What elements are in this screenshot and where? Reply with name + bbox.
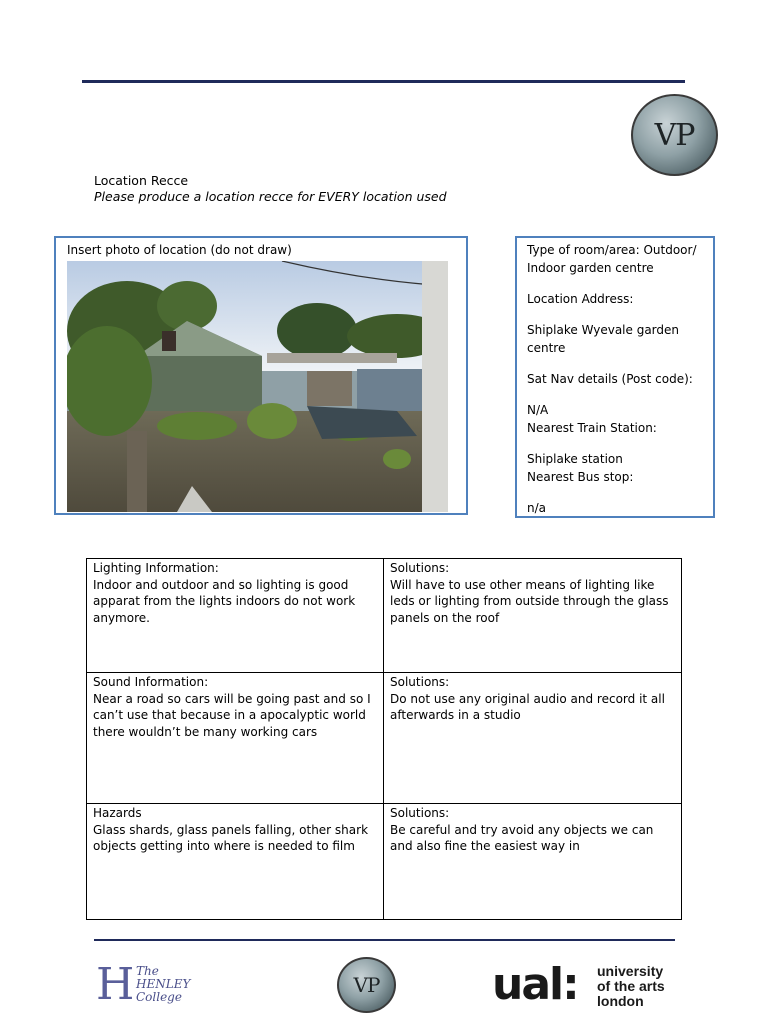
ual-logo (492, 959, 682, 1011)
vp-footer-logo (337, 957, 396, 1013)
room-type: Type of room/area: Outdoor/ Indoor garden centre (527, 243, 697, 275)
vp-footer-logo-text: VP (353, 973, 380, 997)
bottom-divider (94, 939, 675, 941)
sound-solutions-cell (384, 673, 681, 804)
top-divider (82, 80, 685, 83)
photo-label: Insert photo of location (do not draw) (67, 243, 292, 257)
ual-wordmark (597, 964, 665, 1009)
bus-label: Nearest Bus stop: (527, 470, 634, 484)
henley-college-logo (96, 959, 196, 1010)
henley-line-2: HENLEY (136, 977, 191, 991)
address-value: Shiplake Wyevale garden centre (527, 323, 680, 355)
page-title: Location Recce (94, 173, 189, 188)
cell-body: Be careful and try avoid any objects we can and also fine the easiest way in (390, 822, 654, 853)
address-label: Location Address: (527, 292, 634, 306)
photo-panel (54, 236, 468, 515)
train-label: Nearest Train Station: (527, 421, 657, 435)
cell-body: Do not use any original audio and record it all afterwards in a studio (390, 691, 665, 722)
satnav-value: N/A (527, 403, 549, 417)
lighting-solutions-cell (384, 559, 681, 673)
recce-table (86, 558, 682, 920)
hazards-cell (87, 804, 384, 919)
ual-line-1: university (597, 963, 664, 979)
henley-wordmark (136, 965, 190, 1004)
ual-mark: ual: (492, 959, 578, 1010)
hazards-solutions-cell (384, 804, 681, 919)
vp-logo (631, 94, 718, 176)
location-photo (67, 261, 448, 512)
satnav-label: Sat Nav details (Post code): (527, 372, 693, 386)
henley-mark: H (96, 959, 135, 1010)
bus-value: n/a (527, 501, 547, 515)
page-heading (94, 173, 447, 205)
cell-title: Solutions: (390, 675, 450, 689)
cell-title: Lighting Information: (93, 561, 219, 575)
cell-body: Near a road so cars will be going past and so I can’t use that because in a apocalyptic world there wouldn’t be many working cars (93, 691, 371, 739)
cell-title: Hazards (93, 806, 142, 820)
cell-body: Will have to use other means of lighting like leds or lighting from outside through the glass panels on the roof (390, 577, 669, 625)
cell-title: Solutions: (390, 806, 450, 820)
cell-title: Sound Information: (93, 675, 209, 689)
train-value: Shiplake station (527, 452, 623, 466)
location-details-panel (515, 236, 715, 518)
page-subtitle: Please produce a location recce for EVERY location used (94, 189, 447, 204)
vp-logo-text: VP (654, 117, 695, 153)
cell-body: Glass shards, glass panels falling, other shark objects getting into where is needed to film (93, 822, 369, 853)
sound-info-cell (87, 673, 384, 804)
cell-body: Indoor and outdoor and so lighting is good apparat from the lights indoors do not work anymore. (93, 577, 356, 625)
ual-line-3: london (597, 993, 644, 1009)
cell-title: Solutions: (390, 561, 450, 575)
henley-line-3: College (136, 990, 182, 1004)
lighting-info-cell (87, 559, 384, 673)
henley-line-1: The (136, 964, 159, 978)
ual-line-2: of the arts (597, 978, 665, 994)
